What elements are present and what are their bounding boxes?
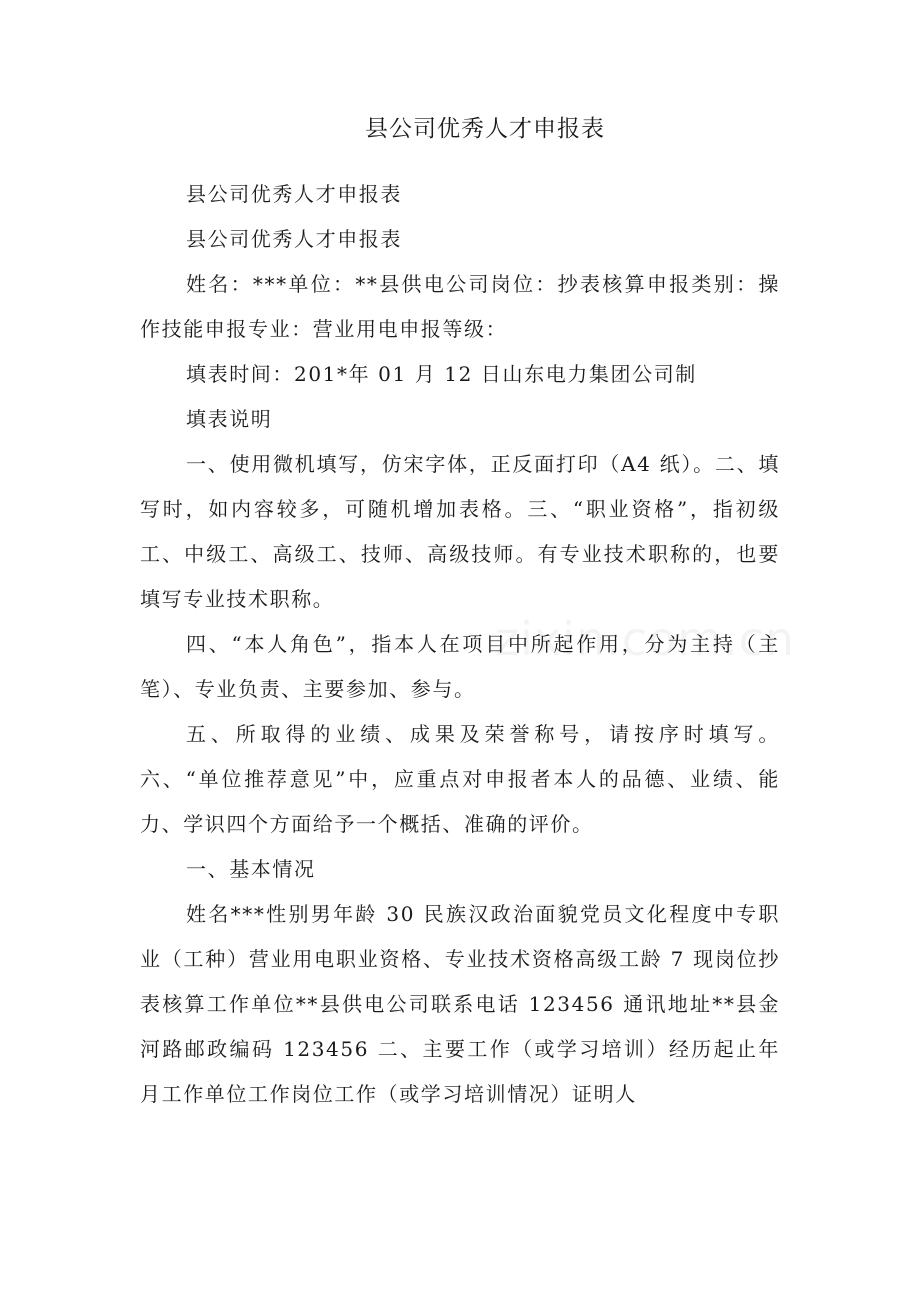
paragraph-instructions-5-6: 五、所取得的业绩、成果及荣誉称号，请按序时填写。六、“单位推荐意见”中，应重点对申报者本人的品德、业绩、能力、学识四个方面给予一个概括、准确的评价。 bbox=[140, 722, 780, 836]
paragraph-instruction-4: 四、“本人角色”，指本人在项目中所起作用，分为主持（主笔）、专业负责、主要参加、参与。 bbox=[140, 632, 780, 701]
paragraph-instructions-heading: 填表说明 bbox=[186, 407, 273, 431]
paragraph-subtitle-2: 县公司优秀人才申报表 bbox=[186, 227, 402, 251]
paragraph-instructions-1-3: 一、使用微机填写，仿宋字体，正反面打印（A4 纸）。二、填写时，如内容较多，可随机增加表格。三、“职业资格”，指初级工、中级工、高级工、技师、高级技师。有专业技术职称的，也要填写专业技术职称。 bbox=[140, 452, 780, 611]
watermark bbox=[495, 612, 795, 666]
paragraph-basic-info-details: 姓名***性别男年龄 30 民族汉政治面貌党员文化程度中专职业（工种）营业用电职业资格、专业技术资格高级工龄 7 现岗位抄表核算工作单位**县供电公司联系电话 123456 通讯地址**县金河路邮政编码 123456 二、主要工作（或学习培训）经历起止年月工作单位工作岗位工作（或学习培训情况）证明人 bbox=[140, 902, 780, 1106]
document-title: 县公司优秀人才申报表 bbox=[365, 116, 605, 142]
paragraph-section-basic-info: 一、基本情况 bbox=[186, 857, 316, 881]
paragraph-subtitle-1: 县公司优秀人才申报表 bbox=[186, 182, 402, 206]
paragraph-fill-date: 填表时间：201*年 01 月 12 日山东电力集团公司制 bbox=[186, 362, 697, 386]
paragraph-applicant-info: 姓名：***单位：**县供电公司岗位：抄表核算申报类别：操作技能申报专业：营业用电申报等级： bbox=[140, 272, 780, 341]
